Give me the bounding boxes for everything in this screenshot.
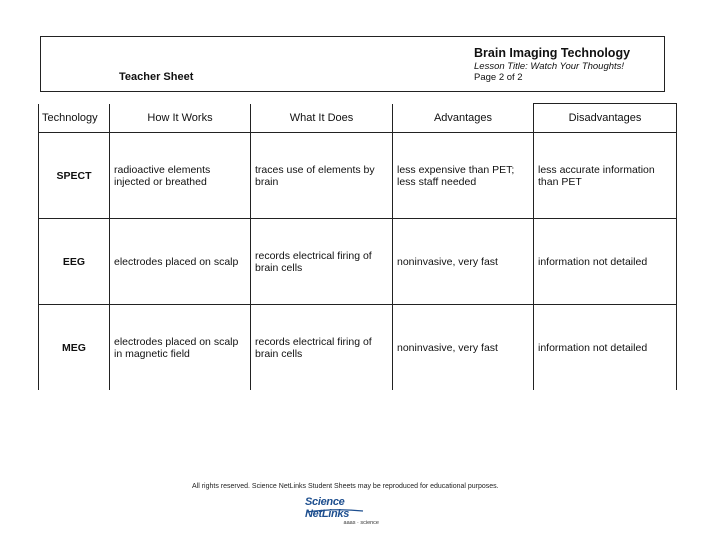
copyright-note: All rights reserved. Science NetLinks Student Sheets may be reproduced for educational purposes. xyxy=(192,483,499,490)
science-netlinks-logo xyxy=(305,496,385,526)
logo-text: Science NetLinks xyxy=(305,496,350,520)
how-cell: radioactive elements injected or breathed xyxy=(110,133,251,219)
what-cell: traces use of elements by brain xyxy=(251,133,393,219)
header-box xyxy=(40,36,665,92)
advantages-cell: noninvasive, very fast xyxy=(393,305,534,391)
how-cell: electrodes placed on scalp in magnetic field xyxy=(110,305,251,391)
advantages-cell: less expensive than PET; less staff needed xyxy=(393,133,534,219)
disadvantages-cell: information not detailed xyxy=(534,305,677,391)
disadvantages-cell: information not detailed xyxy=(534,219,677,305)
what-cell: records electrical firing of brain cells xyxy=(251,219,393,305)
logo-swoosh-icon xyxy=(305,509,365,513)
technology-table xyxy=(38,103,677,390)
column-header-how: How It Works xyxy=(110,104,251,133)
table-header-row xyxy=(39,104,677,133)
column-header-what: What It Does xyxy=(251,104,393,133)
logo-subtext: aaas · science xyxy=(343,520,379,526)
column-header-technology: Technology xyxy=(39,104,110,133)
technology-cell: MEG xyxy=(39,305,110,391)
page-indicator: Page 2 of 2 xyxy=(474,72,523,83)
advantages-cell: noninvasive, very fast xyxy=(393,219,534,305)
lesson-title: Lesson Title: Watch Your Thoughts! xyxy=(474,61,625,72)
column-header-advantages: Advantages xyxy=(393,104,534,133)
table-row xyxy=(39,305,677,391)
teacher-sheet-label: Teacher Sheet xyxy=(119,71,194,83)
column-header-disadvantages: Disadvantages xyxy=(534,104,677,133)
document-title: Brain Imaging Technology xyxy=(474,46,631,60)
table-row xyxy=(39,219,677,305)
what-cell: records electrical firing of brain cells xyxy=(251,305,393,391)
how-cell: electrodes placed on scalp xyxy=(110,219,251,305)
disadvantages-cell: less accurate information than PET xyxy=(534,133,677,219)
table-row xyxy=(39,133,677,219)
technology-cell: EEG xyxy=(39,219,110,305)
header-subtitle xyxy=(474,61,624,83)
technology-cell: SPECT xyxy=(39,133,110,219)
